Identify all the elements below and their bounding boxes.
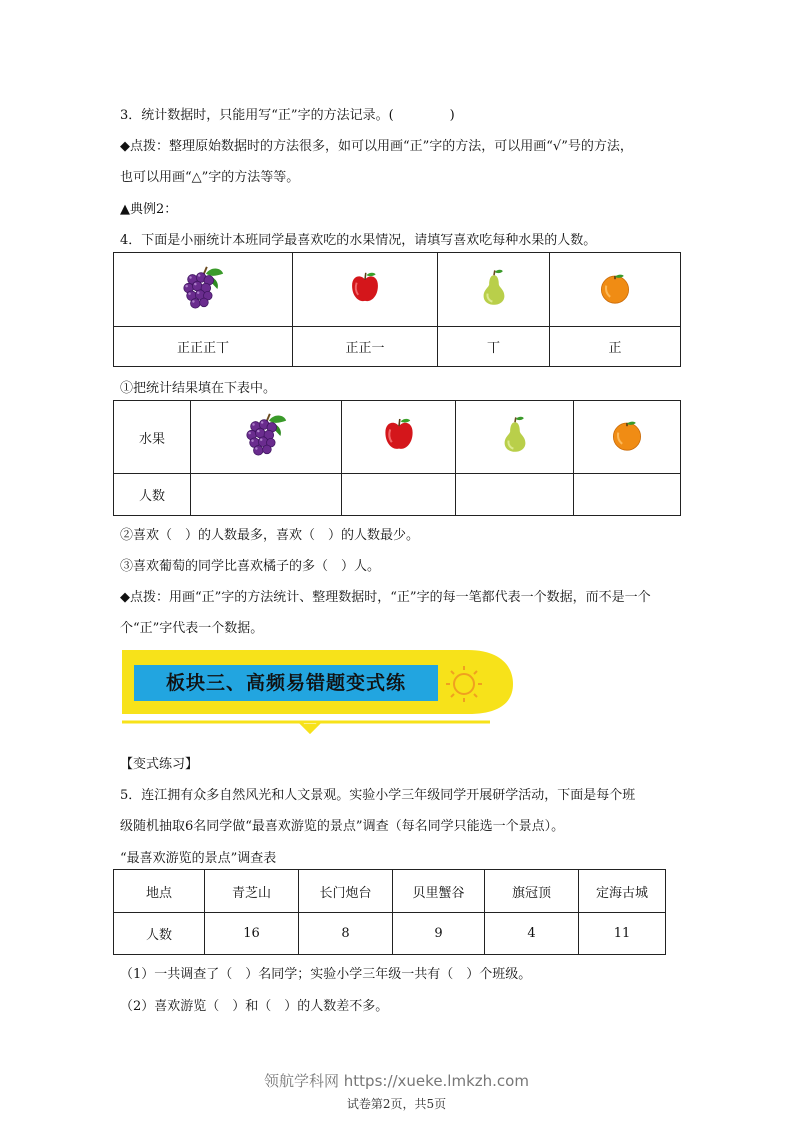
tally-mark: 丅 [438,327,550,367]
question-4-sub-2: ②喜欢（ ）的人数最多，喜欢（ ）的人数最少。 [120,528,420,543]
survey-table [113,869,666,955]
page-info: 试卷第2页，共5页 [346,1097,447,1111]
tally-mark: 正正一 [293,327,438,367]
question-3-text: 3．统计数据时，只能用写“正”字的方法记录。( [120,108,394,123]
hint-1-line-2: 也可以用画“△”字的方法等等。 [120,170,300,185]
tally-mark-row [114,327,681,367]
hint-2-line-2: 个“正”字代表一个数据。 [120,621,264,636]
count-cell: 9 [393,913,485,955]
tally-mark: 正正正丅 [114,327,293,367]
count-input-cell[interactable] [342,474,456,516]
pear-icon [495,413,535,457]
apple-icon [346,269,384,307]
hint-2-line-1: ◆点拨：用画“正”字的方法统计、整理数据时，“正”字的每一笔都代表一个数据，而不是一个 [120,590,651,605]
grape-icon [242,411,290,459]
question-4-sub-3: ③喜欢葡萄的同学比喜欢橘子的多（ ）人。 [120,559,381,574]
tally-mark: 正 [550,327,681,367]
banner-title: 板块三、高频易错题变式练 [165,672,406,694]
row-header-place: 地点 [114,870,205,913]
count-input-cell[interactable] [191,474,342,516]
question-5-sub-1: （1）一共调查了（ ）名同学；实验小学三年级一共有（ ）个班级。 [120,967,532,982]
question-5-line-1: 5．连江拥有众多自然风光和人文景观。实验小学三年级同学开展研学活动，下面是每个班 [120,788,636,803]
practice-label: 【变式练习】 [120,757,199,772]
count-cell: 8 [299,913,393,955]
place-cell: 青芝山 [205,870,299,913]
count-cell: 16 [205,913,299,955]
fill-fruit-cell [191,401,342,474]
fill-fruit-cell [456,401,574,474]
orange-icon [595,268,635,308]
question-3 [120,104,455,123]
tally-cell [438,253,550,327]
watermark: 领航学科网 https://xueke.lmkzh.com [264,1072,529,1090]
tally-table [113,252,681,367]
place-cell: 定海古城 [579,870,666,913]
grape-icon [179,264,227,312]
tally-cell [550,253,681,327]
question-3-paren: ) [449,108,455,123]
count-input-cell[interactable] [574,474,681,516]
tally-cell [114,253,293,327]
survey-place-row [114,870,666,913]
question-5-sub-2: （2）喜欢游览（ ）和（ ）的人数差不多。 [120,999,389,1014]
question-4-sub-1: ①把统计结果填在下表中。 [120,381,277,396]
count-input-cell[interactable] [456,474,574,516]
pear-icon [474,266,514,310]
orange-icon [607,415,647,455]
example-2-label: ▲典例2： [120,202,178,217]
tally-fruit-row [114,253,681,327]
section-banner [120,648,518,736]
tally-cell [293,253,438,327]
fill-fruit-cell [342,401,456,474]
question-4-text: 4．下面是小丽统计本班同学最喜欢吃的水果情况，请填写喜欢吃每种水果的人数。 [120,233,597,248]
row-header-count: 人数 [114,913,205,955]
count-cell: 11 [579,913,666,955]
place-cell: 旗冠顶 [485,870,579,913]
fill-table [113,400,681,516]
place-cell: 贝里蟹谷 [393,870,485,913]
hint-1-line-1: ◆点拨：整理原始数据时的方法很多，如可以用画“正”字的方法，可以用画“√”号的方法， [120,139,633,154]
survey-table-title: “最喜欢游览的景点”调查表 [120,851,277,866]
fill-fruit-cell [574,401,681,474]
question-5-line-2: 级随机抽取6名同学做“最喜欢游览的景点”调查（每名同学只能选一个景点）。 [120,819,565,834]
row-header-count: 人数 [114,474,191,516]
apple-icon [379,415,419,455]
place-cell: 长门炮台 [299,870,393,913]
survey-count-row [114,913,666,955]
row-header-fruit: 水果 [114,401,191,474]
fill-count-row [114,474,681,516]
count-cell: 4 [485,913,579,955]
fill-fruit-row [114,401,681,474]
